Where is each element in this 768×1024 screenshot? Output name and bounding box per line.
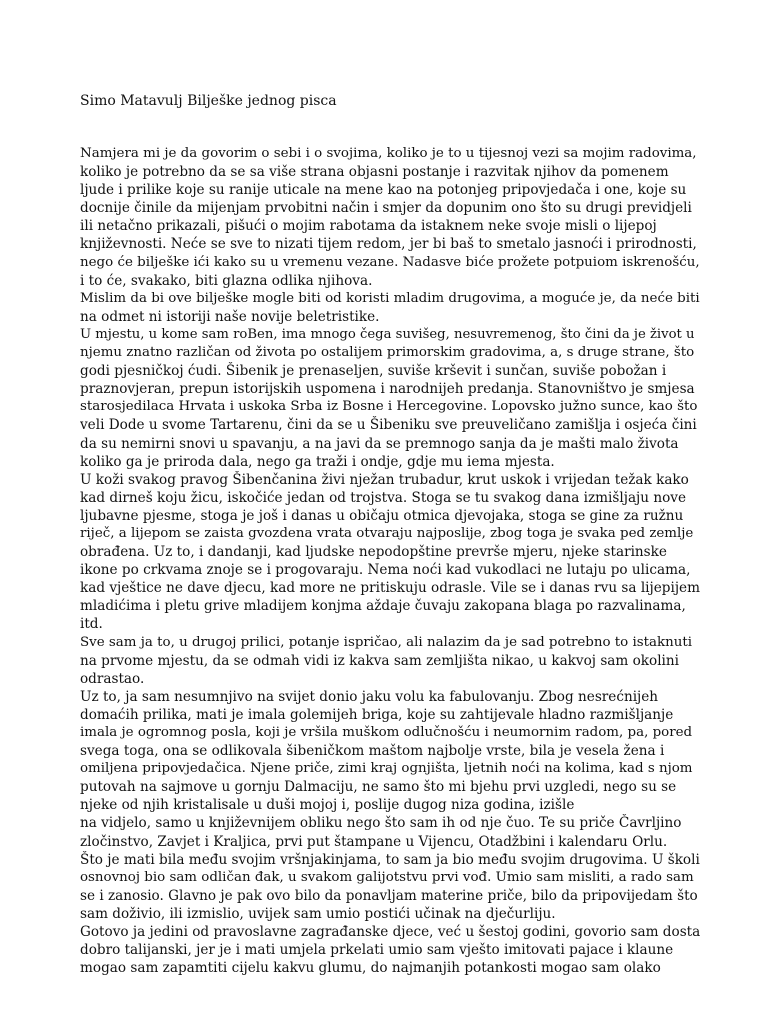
text-line: Uz to, ja sam nesumnjivo na svijet donio jaku volu ka fabulovanju. Zbog nesrećnijeh — [80, 688, 659, 705]
text-line: obrađena. Uz to, i dandanji, kad ljudske nepodopštine prevrše mjeru, njeke starinske — [80, 544, 667, 561]
document-title: Simo Matavulj Bilješke jednog pisca — [80, 93, 337, 109]
text-line: Namjera mi je da govorim o sebi i o svojima, koliko je to u tijesnoj vezi sa mojim radovima, — [80, 146, 697, 161]
text-line: domaćih prilika, mati je imala golemijeh briga, koje su zahtijevale hladno razmišljanje — [80, 706, 674, 723]
text-line: kad vještice ne dave djecu, kad more ne pritiskuju odrasle. Vile se i danas rvu sa lijepijem — [80, 580, 700, 597]
text-line: riječ, a lijepom se zaista gvozdena vrata otvaraju najposlije, zbog toga je svaka ped zemlje — [80, 525, 694, 541]
text-line: zločinstvo, Zavjet i Kraljica, prvi put štampane u Vijencu, Otadžbini i kalendaru Orlu. — [80, 833, 668, 850]
text-line: nego će bilješke ići kako su u vremenu vezane. Nadasve biće prožete potpuiom iskrenošću, — [80, 254, 700, 270]
text-line: dobro talijanski, jer je i mati umjela prkelati umio sam vješto imitovati pajace i klaune — [80, 942, 674, 959]
text-line: omiljena pripovjedačica. Njene priče, zimi kraj ognjišta, ljetnih noći na kolima, kad s njom — [80, 761, 693, 777]
text-line: koliko je potrebno da se sa više strana objasni postanje i razvitak njihov da pomenem — [80, 164, 669, 181]
text-line: odrastao. — [80, 670, 145, 687]
text-line: itd. — [80, 616, 103, 633]
text-line: U koži svakog pravog Šibenčanina živi nježan trubadur, krut uskok i vrijedan težak kako — [80, 471, 689, 488]
text-line: kad dirneš koju žicu, iskočiće jedan od trojstva. Stoga se tu svakog dana izmišljaju nove — [80, 489, 687, 506]
text-line: Mislim da bi ove bilješke mogle biti od koristi mladim drugovima, a moguće je, da neće biti — [80, 290, 700, 306]
text-line: svega toga, ona se odlikovala šibeničkom maštom najbolje vrste, bila je vesela žena i — [80, 743, 665, 760]
text-line: na prvome mjestu, da se odmah vidi iz kakva sam zemljišta nikao, u kakvoj sam okolini — [80, 652, 680, 669]
document-body — [80, 145, 700, 977]
text-line: se i zanosio. Glavno je pak ovo bilo da ponavljam materine priče, bilo da pripovijedam što — [80, 887, 698, 904]
text-line: ljubavne pjesme, stoga je još i danas u običaju otmica djevojaka, stoga se gine za ružnu — [80, 507, 684, 524]
text-line: njeke od njih kristalisale u duši mojoj i, poslije dugog niza godina, izišle — [80, 797, 575, 814]
text-line: Gotovo ja jedini od pravoslavne zagrađanske djece, već u šestoj godini, govorio sam dosta — [80, 924, 700, 941]
text-line: docnije činile da mijenjam prvobitni način i smjer da dopunim ono što su drugi previdjeli — [80, 200, 692, 217]
text-line: veli Dode u svome Tartarenu, čini da se u Šibeniku sve preuveličano zamišlja i osjeća čini — [80, 417, 697, 434]
text-line: godi pjesničkoj ćudi. Šibenik je prenaseljen, suviše krševit i sunčan, suviše pobožan i — [80, 363, 667, 380]
text-line: putovah na sajmove u gornju Dalmaciju, ne samo što mi bjehu prvi uzgledi, nego su se — [80, 779, 677, 796]
text-line: ikone po crkvama znoje se i progovaraju. Nema noći kad vukodlaci ne lutaju po ulicama, — [80, 562, 691, 579]
text-line: mladićima i pletu grive mladijem konjma aždaje čuvaju zakopana blaga po razvalinama, — [80, 598, 686, 615]
text-line: praznovjeran, prepun istorijskih uspomena i narodnijeh predanja. Stanovništvo je smjesa — [80, 381, 695, 398]
text-line: koliko ga je priroda dala, nego ga traži i ondje, gdje mu iema mjesta. — [80, 453, 555, 470]
text-line: njemu znatno različan od života po ostalijem primorskim gradovima, a, s druge strane, što — [80, 345, 695, 361]
text-line: Što je mati bila među svojim vršnjakinjama, to sam ja bio među svojim drugovima. U školi — [80, 851, 700, 868]
text-line: ili netačno prikazali, pišući o mojim rabotama da istaknem neke svoje misli o lijepoj — [80, 218, 657, 235]
text-line: osnovnoj bio sam odličan đak, u svakom galijotstvu prvi vođ. Umio sam misliti, a rado sam — [80, 869, 694, 885]
text-line: na vidjelo, samo u književnijem obliku nego što sam ih od nje čuo. Te su priče Čavrljino — [80, 815, 682, 832]
text-line: imala je ogromnog posla, koji je vršila muškom odlučnošću i neumornim radom, pa, pored — [80, 725, 693, 740]
text-line: književnosti. Neće se sve to nizati tijem redom, jer bi baš to smetalo jasnoći i prirodnosti, — [80, 236, 697, 253]
text-line: da su nemirni snovi u spavanju, a na javi da se premnogo sanja da je mašti malo života — [80, 435, 679, 452]
text-line: U mjestu, u kome sam roBen, ima mnogo čega suvišeg, nesuvremenog, što čini da je život u — [80, 326, 695, 342]
text-line: i to će, svakako, biti glazna odlika njihova. — [80, 272, 373, 289]
text-line: sam doživio, ili izmislio, uvijek sam umio postići učinak na dječurliju. — [80, 905, 556, 922]
text-line: Sve sam ja to, u drugoj prilici, potanje ispričao, ali nalazim da je sad potrebno to istaknuti — [80, 634, 693, 650]
text-line: ljude i prilike koje su ranije uticale na mene kao na potonjeg pripovjedača i one, koje su — [80, 182, 687, 199]
text-line: na odmet ni istoriji naše novije beletristike. — [80, 308, 380, 325]
text-line: starosjedilaca Hrvata i uskoka Srba iz Bosne i Hercegovine. Lopovsko južno sunce, kao što — [80, 399, 698, 415]
text-line: mogao sam zapamtiti cijelu kakvu glumu, do najmanjih potankosti mogao sam olako — [80, 960, 661, 977]
